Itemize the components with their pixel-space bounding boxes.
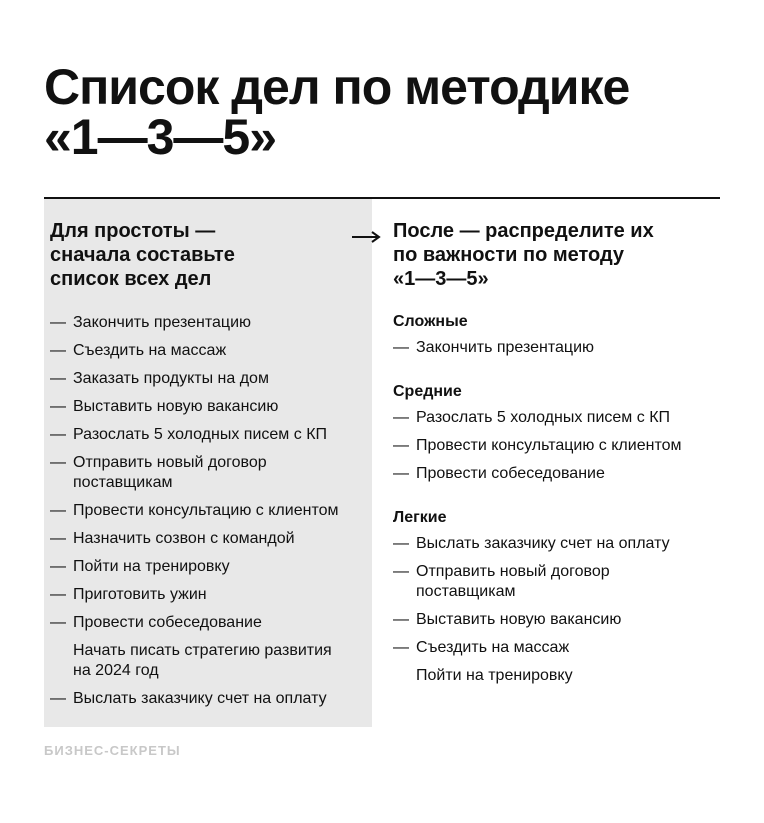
- dash-marker: —: [393, 465, 409, 482]
- list-item-line: Пойти на тренировку: [73, 558, 230, 575]
- dash-marker: —: [50, 690, 66, 707]
- left-heading-line: список всех дел: [50, 268, 212, 290]
- list-item-text: [73, 557, 230, 577]
- list-item-line: Выслать заказчику счет на оплату: [73, 690, 327, 707]
- dash-marker: —: [50, 586, 66, 603]
- list-item-line: Выслать заказчику счет на оплату: [416, 535, 670, 552]
- dash-marker: —: [393, 563, 409, 580]
- list-item-line: поставщикам: [416, 583, 516, 600]
- dash-marker: —: [50, 454, 66, 471]
- list-item-line: Назначить созвон с командой: [73, 530, 295, 547]
- list-item-text: [416, 534, 670, 554]
- dash-marker: —: [50, 398, 66, 415]
- list-item-text: [416, 666, 573, 686]
- list-item-line: Пойти на тренировку: [416, 667, 573, 684]
- list-item-line: Провести консультацию с клиентом: [73, 502, 339, 519]
- list-item-text: [416, 436, 681, 456]
- list-item-text: [73, 689, 327, 709]
- dash-marker: —: [50, 614, 66, 631]
- list-item-text: [73, 585, 207, 605]
- list-item-line: Отправить новый договор: [416, 563, 610, 580]
- list-item-text: [416, 562, 610, 602]
- list-item-line: поставщикам: [73, 474, 173, 491]
- right-heading-line: по важности по методу: [393, 244, 625, 266]
- list-item-text: [416, 338, 594, 358]
- priority-group-title: Средние: [393, 383, 462, 400]
- list-item-text: [73, 397, 278, 417]
- dash-marker: —: [393, 611, 409, 628]
- dash-marker: —: [50, 342, 66, 359]
- page-title: [44, 59, 734, 165]
- list-item-line: Провести собеседование: [416, 465, 605, 482]
- dash-marker: —: [393, 339, 409, 356]
- list-item-text: [73, 641, 332, 681]
- list-item-text: [73, 529, 295, 549]
- list-item-line: Провести консультацию с клиентом: [416, 437, 682, 454]
- list-item-line: Разослать 5 холодных писем с КП: [73, 426, 328, 443]
- dash-marker: —: [50, 530, 66, 547]
- dash-marker: —: [393, 535, 409, 552]
- list-item-line: Отправить новый договор: [73, 454, 267, 471]
- left-heading-line: сначала составьте: [50, 244, 235, 266]
- list-item-text: [73, 313, 251, 333]
- list-item-line: на 2024 год: [73, 662, 159, 679]
- arrow-right-icon: [351, 229, 383, 245]
- right-heading-line: «1—3—5»: [393, 268, 489, 290]
- dash-marker: —: [50, 502, 66, 519]
- list-item-text: [73, 369, 269, 389]
- list-item-text: [73, 453, 267, 493]
- list-item-text: [73, 425, 327, 445]
- dash-marker: —: [50, 558, 66, 575]
- dash-marker: —: [50, 370, 66, 387]
- list-item-line: Заказать продукты на дом: [73, 370, 269, 387]
- left-heading-line: Для простоты —: [50, 220, 216, 242]
- list-item-text: [416, 408, 670, 428]
- brand-logo: БИЗНЕС-СЕКРЕТЫ: [44, 743, 181, 758]
- list-item-text: [416, 610, 621, 630]
- right-heading: [393, 219, 723, 291]
- list-item-line: Съездить на массаж: [416, 639, 570, 656]
- priority-group-title: Сложные: [393, 313, 468, 330]
- list-item-text: [73, 341, 226, 361]
- list-item-text: [416, 464, 605, 484]
- list-item-line: Выставить новую вакансию: [416, 611, 622, 628]
- list-item-text: [73, 501, 338, 521]
- list-item-line: Закончить презентацию: [416, 339, 595, 356]
- title-line-2: «1—3—5»: [44, 109, 277, 165]
- list-item-line: Провести собеседование: [73, 614, 262, 631]
- dash-marker: —: [50, 314, 66, 331]
- list-item-line: Начать писать стратегию развития: [73, 642, 332, 659]
- list-item-text: [416, 638, 569, 658]
- dash-marker: —: [50, 426, 66, 443]
- list-item-line: Разослать 5 холодных писем с КП: [416, 409, 671, 426]
- right-heading-line: После — распределите их: [393, 220, 654, 242]
- list-item-line: Выставить новую вакансию: [73, 398, 279, 415]
- dash-marker: —: [393, 409, 409, 426]
- list-item-text: [73, 613, 262, 633]
- dash-marker: —: [393, 639, 409, 656]
- title-line-1: Список дел по методике: [44, 59, 630, 115]
- dash-marker: —: [393, 437, 409, 454]
- list-item-line: Съездить на массаж: [73, 342, 227, 359]
- list-item-line: Закончить презентацию: [73, 314, 252, 331]
- list-item-line: Приготовить ужин: [73, 586, 207, 603]
- priority-group-title: Легкие: [393, 509, 447, 526]
- left-heading: [50, 219, 350, 291]
